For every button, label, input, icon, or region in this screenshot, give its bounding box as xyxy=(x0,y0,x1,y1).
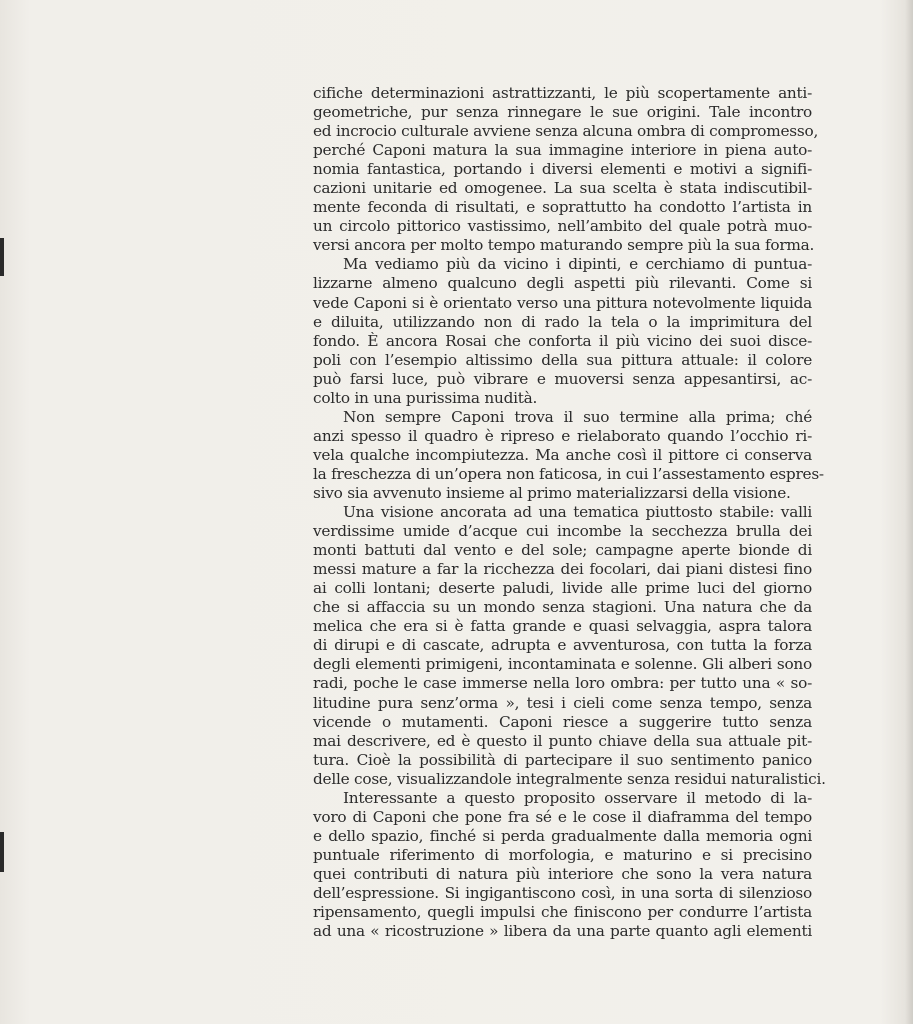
text-line: la freschezza di un’opera non faticosa, in cui l’assestamento espres- xyxy=(313,464,824,483)
text-line: ripensamento, quegli impulsi che finiscono per condurre l’artista xyxy=(313,903,812,922)
text-line: e dello spazio, finché si perda gradualmente dalla memoria ogni xyxy=(313,826,812,845)
text-line: Non sempre Caponi trova il suo termine alla prima; ché xyxy=(343,407,812,426)
text-line: monti battuti dal vento e del sole; campagne aperte bionde di xyxy=(313,541,812,560)
text-line: Una visione ancorata ad una tematica piuttosto stabile: valli xyxy=(343,503,812,522)
text-line: vede Caponi si è orientato verso una pittura notevolmente liquida xyxy=(313,293,812,312)
text-line: voro di Caponi che pone fra sé e le cose il diaframma del tempo xyxy=(313,807,812,826)
binding-mark-top xyxy=(0,238,4,276)
paragraph xyxy=(313,255,812,407)
text-line: ed incrocio culturale avviene senza alcuna ombra di compromesso, xyxy=(313,122,819,141)
text-line: verdissime umide d’acque cui incombe la secchezza brulla dei xyxy=(313,522,812,541)
binding-mark-bottom xyxy=(0,832,4,872)
text-line: mente feconda di risultati, e soprattutto ha condotto l’artista in xyxy=(313,198,812,217)
paragraph xyxy=(313,84,819,255)
body-text xyxy=(313,84,826,941)
paragraph xyxy=(313,407,824,503)
text-line: poli con l’esempio altissimo della sua pittura attuale: il colore xyxy=(313,350,812,369)
text-line: cifiche determinazioni astrattizzanti, le più scopertamente anti- xyxy=(313,84,812,102)
paragraph xyxy=(313,503,826,789)
text-line: può farsi luce, può vibrare e muoversi senza appesantirsi, ac- xyxy=(313,369,812,388)
text-line: nomia fantastica, portando i diversi elementi e motivi a signifi- xyxy=(313,160,812,179)
text-line: puntuale riferimento di morfologia, e maturino e si precisino xyxy=(313,845,812,864)
text-line: di dirupi e di cascate, adrupta e avventurosa, con tutta la forza xyxy=(313,636,812,655)
text-line: tura. Cioè la possibilità di partecipare il suo sentimento panico xyxy=(313,750,812,769)
text-line: dell’espressione. Si ingigantiscono così, in una sorta di silenzioso xyxy=(313,883,812,902)
text-line: perché Caponi matura la sua immagine interiore in piena auto- xyxy=(313,141,812,160)
text-line: versi ancora per molto tempo maturando sempre più la sua forma. xyxy=(313,236,815,255)
text-line: radi, poche le case immerse nella loro ombra: per tutto una « so- xyxy=(313,674,812,693)
text-line: quei contributi di natura più interiore che sono la vera natura xyxy=(313,864,812,883)
text-line: cazioni unitarie ed omogenee. La sua scelta è stata indiscutibil- xyxy=(313,179,812,198)
paragraph xyxy=(313,789,812,941)
text-line: colto in una purissima nudità. xyxy=(313,388,538,407)
text-line: messi mature a far la ricchezza dei focolari, dai piani distesi fino xyxy=(313,560,812,579)
text-line: melica che era si è fatta grande e quasi selvaggia, aspra talora xyxy=(313,617,812,636)
text-line: mai descrivere, ed è questo il punto chiave della sua attuale pit- xyxy=(313,731,812,750)
text-line: fondo. È ancora Rosai che conforta il più vicino dei suoi disce- xyxy=(313,331,812,350)
text-line: degli elementi primigeni, incontaminata e solenne. Gli alberi sono xyxy=(313,655,812,674)
text-line: anzi spesso il quadro è ripreso e rielaborato quando l’occhio ri- xyxy=(313,426,812,445)
text-line: litudine pura senz’orma », tesi i cieli come senza tempo, senza xyxy=(313,693,812,712)
text-line: vicende o mutamenti. Caponi riesce a suggerire tutto senza xyxy=(313,712,812,731)
text-line: sivo sia avvenuto insieme al primo materializzarsi della visione. xyxy=(313,483,791,502)
text-line: un circolo pittorico vastissimo, nell’ambito del quale potrà muo- xyxy=(313,217,812,236)
text-line: che si affaccia su un mondo senza stagioni. Una natura che da xyxy=(313,598,812,617)
text-line: ai colli lontani; deserte paludi, livide alle prime luci del giorno xyxy=(313,579,812,598)
text-line: Interessante a questo proposito osservare il metodo di la- xyxy=(343,788,812,807)
text-line: geometriche, pur senza rinnegare le sue origini. Tale incontro xyxy=(313,103,812,122)
text-line: lizzarne almeno qualcuno degli aspetti più rilevanti. Come si xyxy=(313,274,812,293)
text-line: vela qualche incompiutezza. Ma anche così il pittore ci conserva xyxy=(313,445,812,464)
text-line: e diluita, utilizzando non di rado la tela o la imprimitura del xyxy=(313,312,812,331)
text-line: ad una « ricostruzione » libera da una parte quanto agli elementi xyxy=(313,922,812,941)
text-line: delle cose, visualizzandole integralmente senza residui naturalistici. xyxy=(313,769,826,788)
text-line: Ma vediamo più da vicino i dipinti, e cerchiamo di puntua- xyxy=(343,255,812,274)
